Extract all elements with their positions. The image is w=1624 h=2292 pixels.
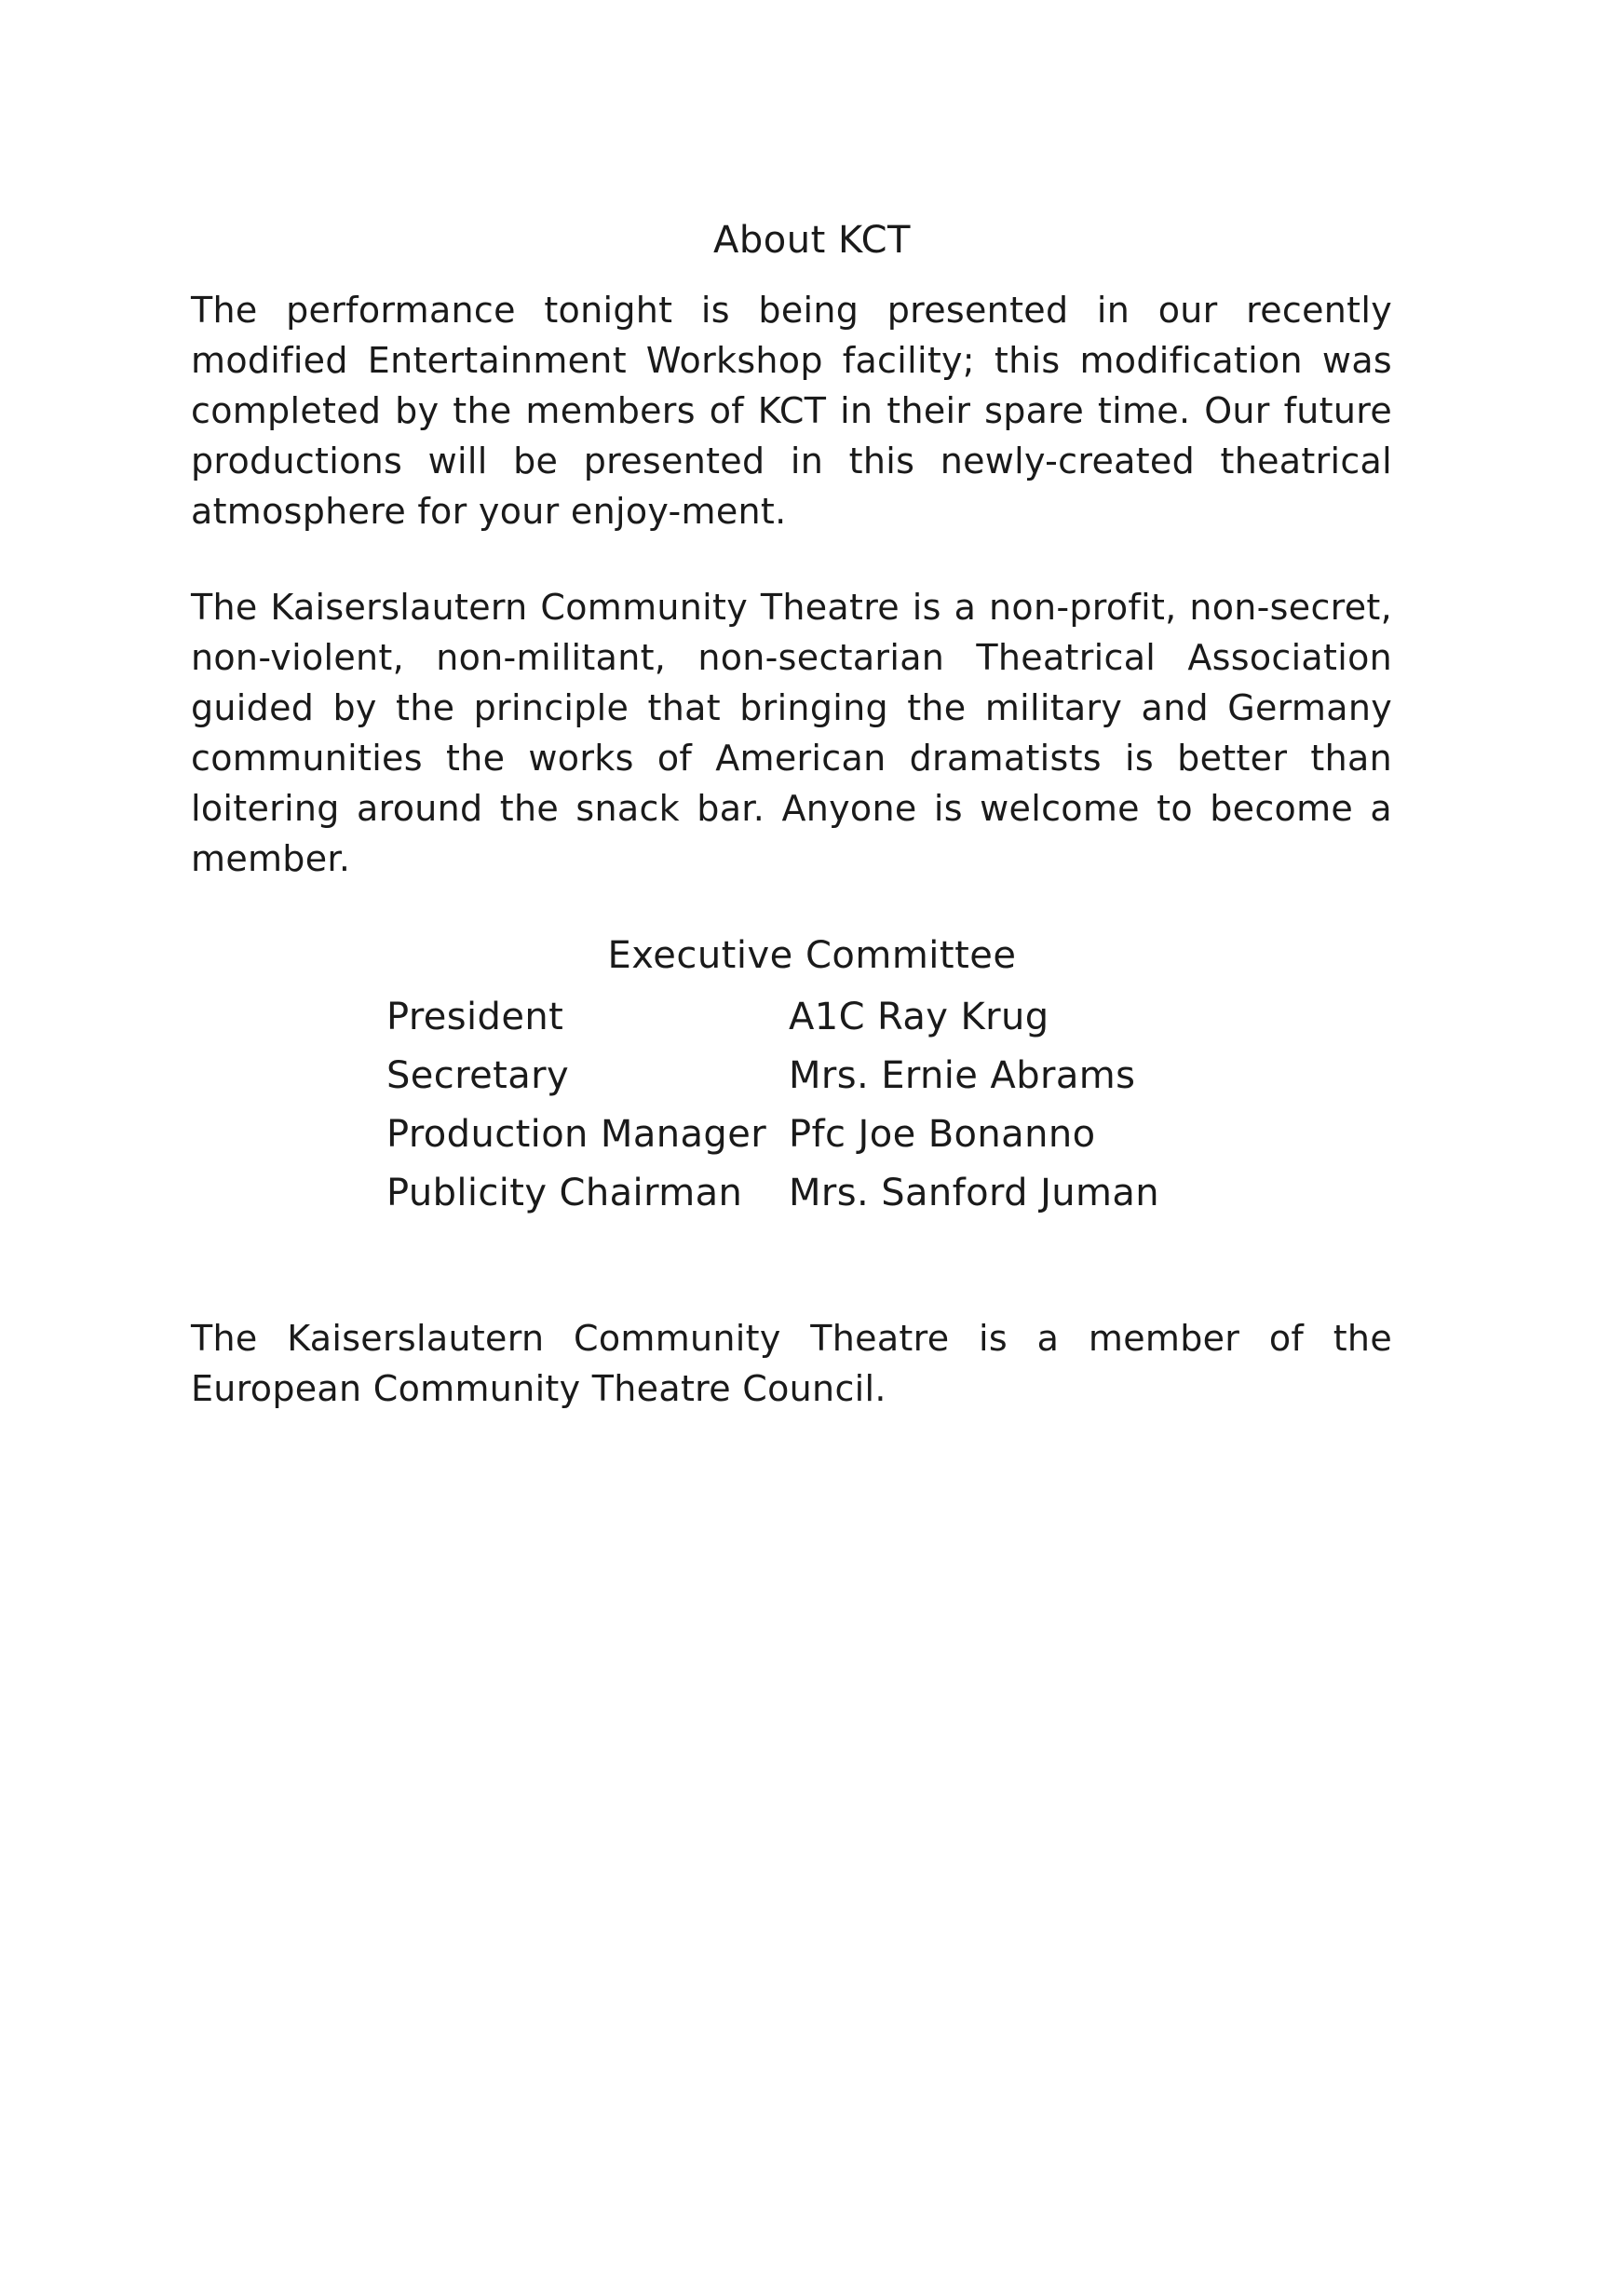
committee-row <box>386 1050 1225 1108</box>
paragraph-membership: The Kaiserslautern Community Theatre is a member of the European Community Theatre Council. <box>191 1318 1392 1409</box>
committee-row <box>386 1167 1225 1226</box>
member-role: President <box>386 996 564 1038</box>
member-role: Publicity Chairman <box>386 1172 743 1214</box>
member-role: Production Manager <box>386 1113 767 1156</box>
committee-list <box>386 991 1225 1226</box>
member-role: Secretary <box>386 1054 570 1097</box>
committee-row <box>386 1108 1225 1167</box>
page-title: About KCT <box>713 219 911 262</box>
member-name: Pfc Joe Bonanno <box>789 1113 1096 1156</box>
member-name: Mrs. Sanford Juman <box>789 1172 1160 1214</box>
member-name: Mrs. Ernie Abrams <box>789 1054 1136 1097</box>
committee-row <box>386 991 1225 1050</box>
paragraph-facility: The performance tonight is being presented in our recently modified Entertainment Workshop facility; this modification was completed by the members of KCT in their spare time. Our future productions will be presented in this newly-created theatrical atmosphere for your enjoy-ment. <box>191 290 1392 532</box>
member-name: A1C Ray Krug <box>789 996 1049 1038</box>
paragraph-about-theatre: The Kaiserslautern Community Theatre is a non-profit, non-secret, non-violent, non-militant, non-sectarian Theatrical Association guided by the principle that bringing the military and Germany communities the works of American dramatists is better than loitering around the snack bar. Anyone is welcome to become a member. <box>191 587 1392 879</box>
committee-title: Executive Committee <box>607 934 1017 977</box>
